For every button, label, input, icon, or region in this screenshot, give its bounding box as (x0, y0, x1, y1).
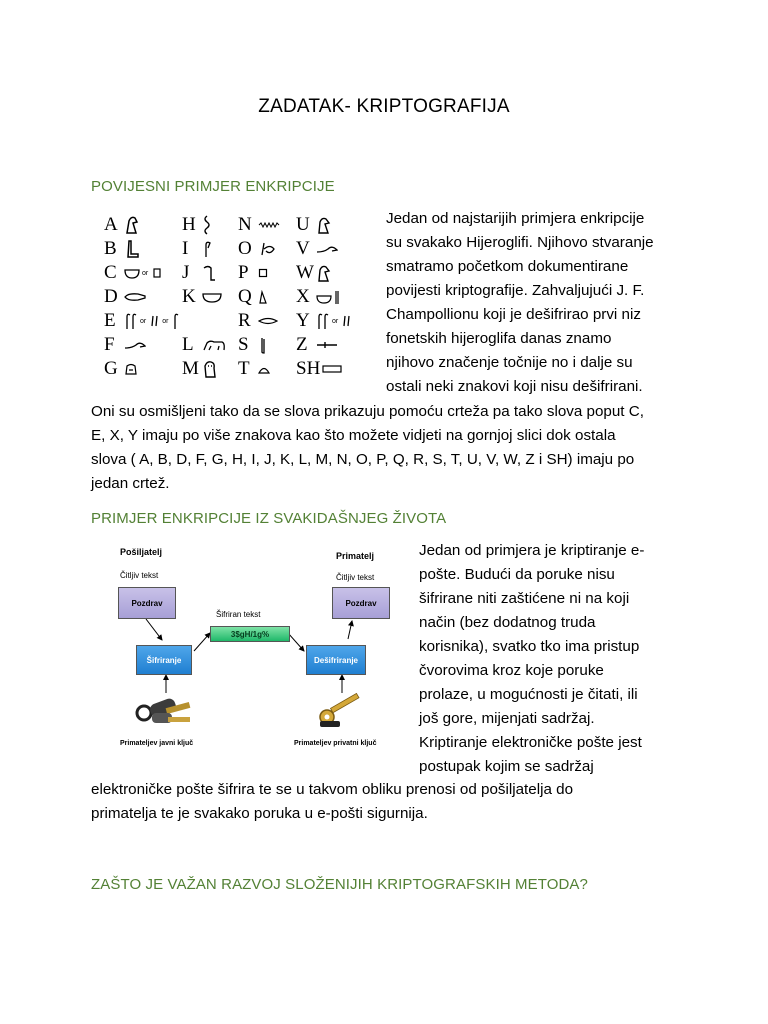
text-line: postupak kojim se sadržaj (419, 758, 594, 775)
glyph-sh: SH (296, 357, 342, 381)
horned-viper-icon (316, 244, 338, 254)
text-line: primatelja te je svakako poruka u e-pošti sigurnija. (91, 805, 428, 822)
text-line: su svakako Hijeroglifi. Njihovo stvaranje (386, 234, 654, 251)
bolt-icon (316, 341, 338, 349)
section2-side-text (419, 539, 644, 779)
glyph-a: A (104, 213, 140, 237)
double-reed-icon (316, 312, 330, 330)
text-line: ostali neki znakovi koji nisu dešifrirani. (386, 378, 643, 395)
glyph-q: Q (238, 285, 268, 309)
public-key-label: Primateljev javni ključ (120, 740, 194, 747)
ciphertext-box: 3$gH/1g% (210, 626, 290, 642)
glyph-x: X (296, 285, 342, 309)
water-icon (258, 221, 280, 229)
section3-heading: ZAŠTO JE VAŽAN RAZVOJ SLOŽENIJIH KRIPTOGRAFSKIH METODA? (91, 876, 588, 893)
section2-heading: PRIMJER ENKRIPCIJE IZ SVAKIDAŠNJEG ŽIVOTA (91, 510, 447, 527)
reed-icon (124, 312, 138, 330)
text-line: Jedan od najstarijih primjera enkripcije (386, 210, 645, 227)
text-line: Jedan od primjera je kriptiranje e- (419, 542, 645, 559)
hill-icon (258, 290, 268, 304)
decrypt-box: Dešifriranje (306, 645, 366, 675)
glyph-v: V (296, 237, 338, 261)
encrypted-text-label: Šifriran tekst (216, 610, 261, 619)
glyph-u: U (296, 213, 332, 237)
cloth-icon (258, 336, 268, 354)
hand-icon (124, 292, 146, 302)
text-line: povijesti kriptografije. Zahvaljujući J. F. (386, 282, 645, 299)
glyph-s: S (238, 333, 268, 357)
basket-handle-icon (202, 291, 222, 303)
glyph-o: O (238, 237, 278, 261)
glyph-f: F (104, 333, 146, 357)
basket-icon (124, 267, 140, 279)
glyph-l: L (182, 333, 226, 357)
double-stroke-icon (342, 314, 352, 328)
viper-icon (124, 340, 146, 350)
message-box-receiver: Pozdrav (332, 587, 390, 619)
text-line: Oni su osmišljeni tako da se slova prikazuju pomoću crteža pa tako slova poput C, (91, 403, 644, 420)
text-line: njihovo značenje točnije no i dalje su (386, 354, 633, 371)
stool-icon (258, 268, 268, 278)
glyph-h: H (182, 213, 212, 237)
cobra-icon (202, 264, 216, 282)
section2-full-text (91, 778, 573, 826)
message-box-sender: Pozdrav (118, 587, 176, 619)
mouth-icon (258, 316, 278, 326)
twisted-wick-icon (202, 215, 212, 235)
glyph-w: W (296, 261, 332, 285)
text-line: korisnika), svatko tko ima pristup (419, 638, 640, 655)
text-line: slova ( A, B, D, F, G, H, I, J, K, L, M, N, O, P, Q, R, S, T, U, V, W, Z i SH) imaju po (91, 451, 635, 468)
owl-icon (202, 359, 218, 379)
vulture-icon (124, 215, 140, 235)
glyph-k: K (182, 285, 222, 309)
glyph-c: C or (104, 261, 162, 285)
strokes-icon (150, 314, 160, 328)
glyph-n: N (238, 213, 280, 237)
text-line: fonetskih hijeroglifa danas znamo (386, 330, 612, 347)
chick-icon (316, 263, 332, 283)
text-line: pošte. Budući da poruke nisu (419, 566, 615, 583)
glyph-g: G (104, 357, 138, 381)
text-line: jedan crtež. (91, 475, 170, 492)
key-icon (320, 693, 359, 727)
reed-single-icon (172, 312, 180, 330)
glyph-d: D (104, 285, 146, 309)
stand-icon (152, 267, 162, 279)
section1-full-text (91, 400, 644, 496)
text-line: šifrirane niti zaštićene ni na koji (419, 590, 630, 607)
text-line: još gore, mijenjati sadržaj. (419, 710, 595, 727)
glyph-i: I (182, 237, 212, 261)
glyph-y: Y or (296, 309, 352, 333)
pool-icon (322, 364, 342, 374)
foot-icon (124, 239, 140, 259)
readable-text-label: Čitljiv tekst (120, 571, 159, 580)
page-title: ZADATAK- KRIPTOGRAFIJA (258, 96, 510, 117)
receiver-label: Primatelj (336, 551, 375, 561)
readable-text-label: Čitljiv tekst (336, 573, 375, 582)
glyph-t: T (238, 357, 270, 381)
keyring-icon (137, 697, 190, 723)
text-line: E, X, Y imaju po više znakova kao što možete vidjeti na gornjoj slici dok ostala (91, 427, 616, 444)
jar-stand-icon (124, 362, 138, 376)
text-line: elektroničke pošte šifrira te se u takvom obliku prenosi od pošiljatelja do (91, 781, 574, 798)
glyph-j: J (182, 261, 216, 285)
encrypt-box: Šifriranje (136, 645, 192, 675)
reed-leaf-icon (202, 240, 212, 258)
bread-icon (258, 364, 270, 374)
sender-label: Pošiljatelj (120, 547, 163, 557)
text-line: čvorovima kroz koje poruke (419, 662, 604, 679)
encryption-diagram (110, 541, 390, 756)
text-line: smatramo početkom dokumentirane (386, 258, 629, 275)
text-line: Kriptiranje elektroničke pošte jest (419, 734, 642, 751)
glyph-m: M (182, 357, 218, 381)
section1-heading: POVIJESNI PRIMJER ENKRIPCIJE (91, 178, 335, 195)
glyph-p: P (238, 261, 268, 285)
glyph-b: B (104, 237, 140, 261)
quail-chick-icon (316, 215, 332, 235)
text-line: prolaze, u mogućnosti je čitati, ili (419, 686, 638, 703)
text-line: Champollionu koji je dešifrirao prvi niz (386, 306, 641, 323)
section1-side-text (386, 207, 654, 399)
text-line: način (bez dodatnog truda (419, 614, 596, 631)
private-key-label: Primateljev privatni ključ (294, 740, 377, 747)
glyph-e: E or or (104, 309, 180, 333)
basket-cloth-icon (316, 289, 342, 305)
glyph-r: R (238, 309, 278, 333)
glyph-z: Z (296, 333, 338, 357)
lasso-icon (258, 241, 278, 257)
lion-icon (202, 338, 226, 352)
